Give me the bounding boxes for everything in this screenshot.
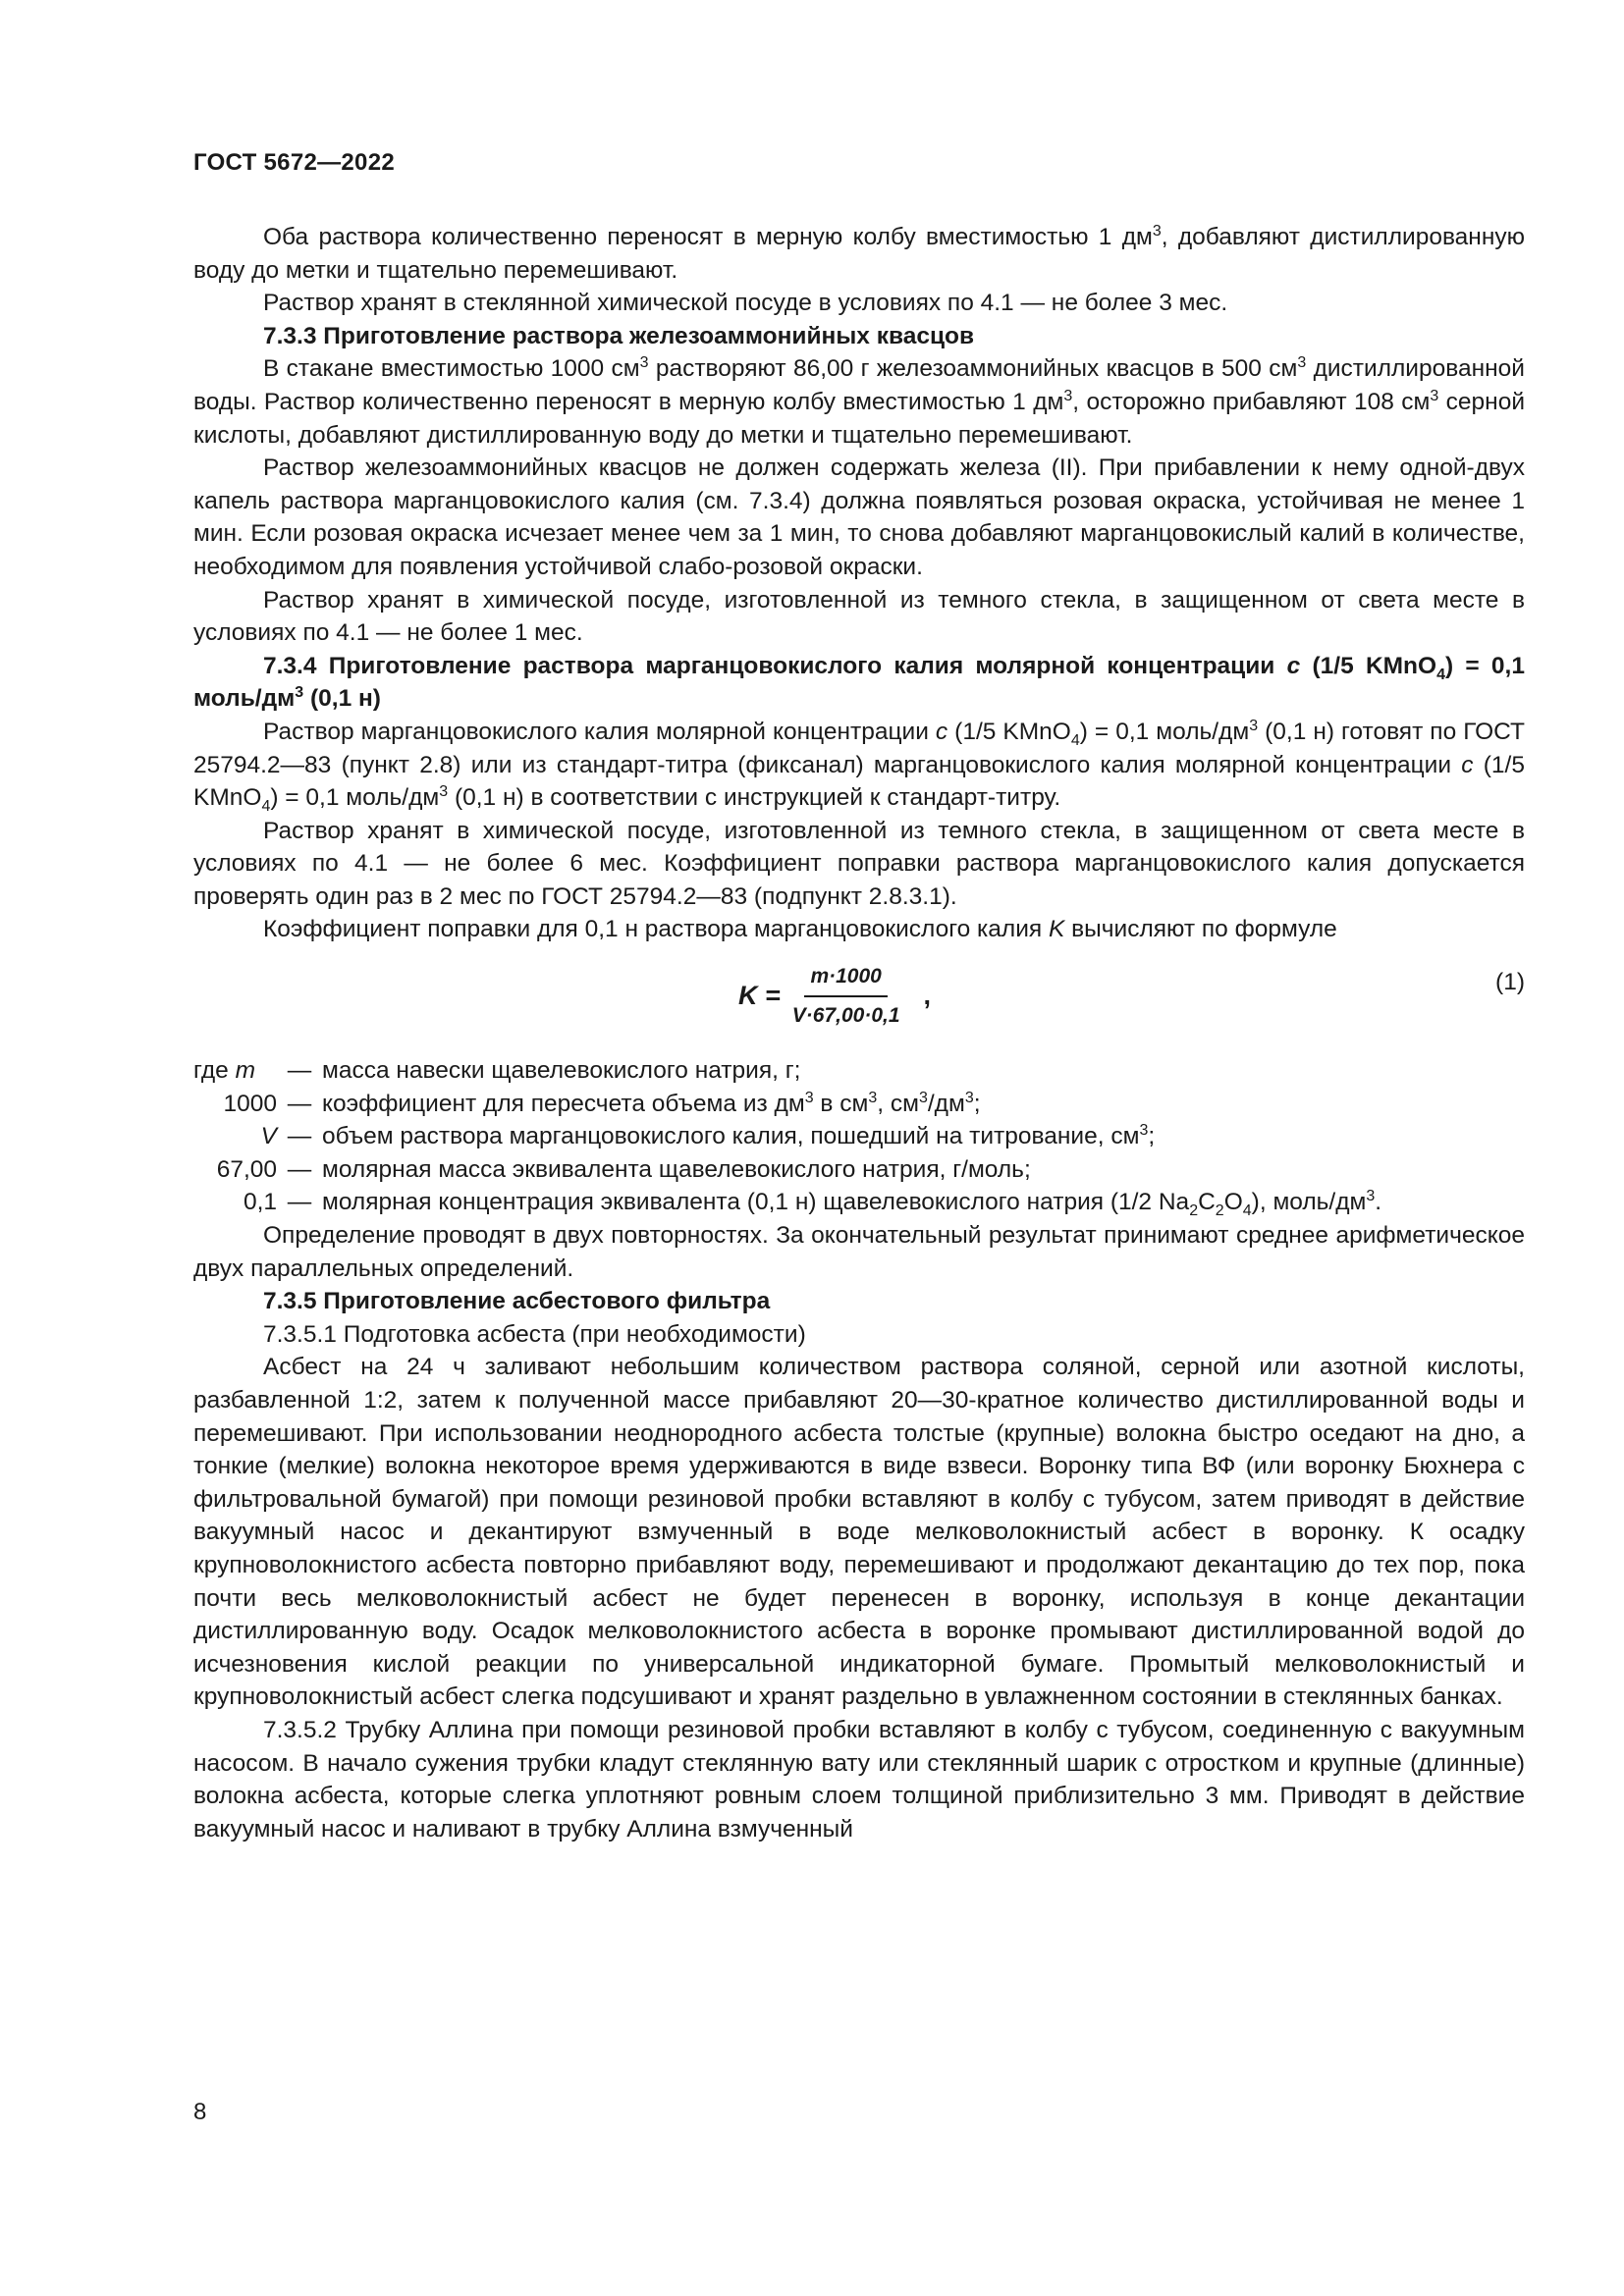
where-description: коэффициент для пересчета объема из $дм^3$ в $см^3$, $см^3/дм^3$; [322, 1089, 981, 1117]
page-number: 8 [193, 2099, 207, 2125]
where-symbol: 67,00 [216, 1155, 277, 1183]
paragraph-storage-2: Раствор хранят в химической посуде, изготовленной из темного стекла, в защищенном от света месте в условиях по 4.1 — не более 1 мес. [193, 586, 1525, 647]
paragraph-asbestos-prep: Асбест на 24 ч заливают небольшим количеством раствора соляной, серной или азотной кислоты, разбавленной 1:2, затем к полученной массе прибавляют 20—30-кратное количество дистиллированной воды и перемешивают. При использовании неоднородного асбеста толстые (крупные) волокна быстро оседают на дно, а тонкие (мелкие) волокна некоторое время удерживаются в виде взвеси. Воронку типа ВФ (или воронку Бюхнера с фильтровальной бумагой) при помощи резиновой пробки вставляют в колбу с тубусом, затем приводят в действие вакуумный насос и декантируют взмученный в воде мелковолокнистый асбест в воронку. К осадку крупноволокнистого асбеста повторно прибавляют воду, перемешивают и продолжают декантацию до тех пор, пока почти весь мелковолокнистый асбест не будет перенесен в воронку, используя в конце декантации дистиллированную воду. Осадок мелковолокнистого асбеста в воронке промывают дистиллированной водой до исчезновения кислой реакции по универсальной индикаторной бумаге. Промытый мелковолокнистый и крупноволокнистый асбест слегка подсушивают и хранят раздельно в увлажненном состоянии в стеклянных банках. [193, 1354, 1525, 1711]
formula-comma: , [923, 980, 932, 1010]
where-dash: — [287, 1123, 312, 1150]
paragraph-storage-1: Раствор хранят в стеклянной химической посуде в условиях по 4.1 — не более 3 мес. [263, 290, 1228, 317]
where-row-m [193, 1054, 1525, 1088]
where-description: молярная масса эквивалента щавелевокислого натрия, г/моль; [322, 1155, 1031, 1183]
where-symbol: 1000 [223, 1090, 277, 1117]
where-symbol: где m [193, 1057, 255, 1085]
formula-block [193, 956, 1525, 1041]
formula-fraction [786, 960, 906, 1032]
document-body [193, 221, 1525, 1845]
section-heading-7-3-4: 7.3.4 Приготовление раствора марганцовокислого калия молярной концентрации c (1/5 KMnO$_4$) = 0,1 моль/$дм^3$ (0,1 н) [193, 652, 1525, 713]
paragraph-storage-3: Раствор хранят в химической посуде, изготовленной из темного стекла, в защищенном от света месте в условиях по 4.1 — не более 6 мес. Коэффициент поправки раствора марганцовокислого калия допускается проверять один раз в 2 мес по ГОСТ 25794.2—83 (подпункт 2.8.3.1). [193, 817, 1525, 910]
where-row-v [193, 1120, 1525, 1153]
paragraph-alum-check: Раствор железоаммонийных квасцов не должен содержать железа (II). При прибавлении к нему одной-двух капель раствора марганцовокислого калия (см. 7.3.4) должна появляться розовая окраска, устойчивая не менее 1 мин. Если розовая окраска исчезает менее чем за 1 мин, то снова добавляют марганцовокислый калий в количестве, необходимом для появления устойчивой слабо-розовой окраски. [193, 454, 1525, 580]
page-header: ГОСТ 5672—2022 [193, 149, 396, 176]
where-symbol: V [260, 1123, 277, 1150]
section-heading-7-3-3: 7.3.3 Приготовление раствора железоаммонийных квасцов [263, 322, 975, 349]
formula-k [738, 960, 931, 1032]
where-description: масса навески щавелевокислого натрия, г; [322, 1057, 801, 1085]
paragraph-determination: Определение проводят в двух повторностях. За окончательный результат принимают среднее арифметическое двух параллельных определений. [193, 1222, 1525, 1282]
formula-denominator: V·67,00·0,1 [791, 1003, 900, 1027]
where-dash: — [287, 1057, 312, 1085]
where-row-1000 [193, 1088, 1525, 1121]
where-dash: — [287, 1189, 312, 1216]
formula-number: (1) [1495, 969, 1525, 996]
paragraph-permanganate-prep: Раствор марганцовокислого калия молярной концентрации c (1/5 KMnO$_4$) = 0,1 моль/$дм^3$ (0,1 н) готовят по ГОСТ 25794.2—83 (пункт 2.8) или из стандарт-титра (фиксанал) марганцовокислого калия молярной концентрации c (1/5 KMnO$_4$) = 0,1 моль/$дм^3$ (0,1 н) в соответствии с инструкцией к стандарт-титру. [193, 717, 1525, 816]
where-description: объем раствора марганцовокислого калия, пошедший на титрование, $см^3$; [322, 1122, 1156, 1150]
formula-numerator: m·1000 [804, 960, 887, 997]
where-dash: — [287, 1090, 312, 1117]
where-list [193, 1054, 1525, 1219]
section-heading-7-3-5-1: 7.3.5.1 Подготовка асбеста (при необходимости) [263, 1320, 806, 1348]
where-symbol: 0,1 [243, 1189, 277, 1216]
paragraph-transfer: Оба раствора количественно переносят в мерную колбу вместимостью 1 $дм^3$, добавляют дистиллированную воду до метки и тщательно перемешивают. [193, 223, 1525, 284]
where-row-67 [193, 1153, 1525, 1187]
paragraph-allin-tube: 7.3.5.2 Трубку Аллина при помощи резиновой пробки вставляют в колбу с тубусом, соединенную с вакуумным насосом. В начало сужения трубки кладут стеклянную вату или стеклянный шарик с отростком и крупные (длинные) волокна асбеста, которые слегка уплотняют ровным слоем толщиной приблизительно 3 мм. Приводят в действие вакуумный насос и наливают в трубку Аллина взмученный [193, 1716, 1525, 1842]
paragraph-alum-prep: В стакане вместимостью 1000 $см^3$ растворяют 86,00 г железоаммонийных квасцов в 500 $см^3$ дистиллированной воды. Раствор количественно переносят в мерную колбу вместимостью 1 $дм^3$, осторожно прибавляют 108 $см^3$ серной кислоты, добавляют дистиллированную воду до метки и тщательно перемешивают. [193, 354, 1526, 449]
section-heading-7-3-5: 7.3.5 Приготовление асбестового фильтра [263, 1288, 771, 1315]
where-description: молярная концентрация эквивалента (0,1 н) щавелевокислого натрия (1/2 $Na_2C_2O_4$), моль/$дм^3$. [322, 1188, 1382, 1220]
where-row-0-1 [193, 1186, 1525, 1219]
formula-lhs: K = [738, 980, 781, 1010]
where-dash: — [287, 1155, 312, 1183]
paragraph-formula-intro: Коэффициент поправки для 0,1 н раствора марганцовокислого калия K вычисляют по формуле [263, 916, 1337, 943]
